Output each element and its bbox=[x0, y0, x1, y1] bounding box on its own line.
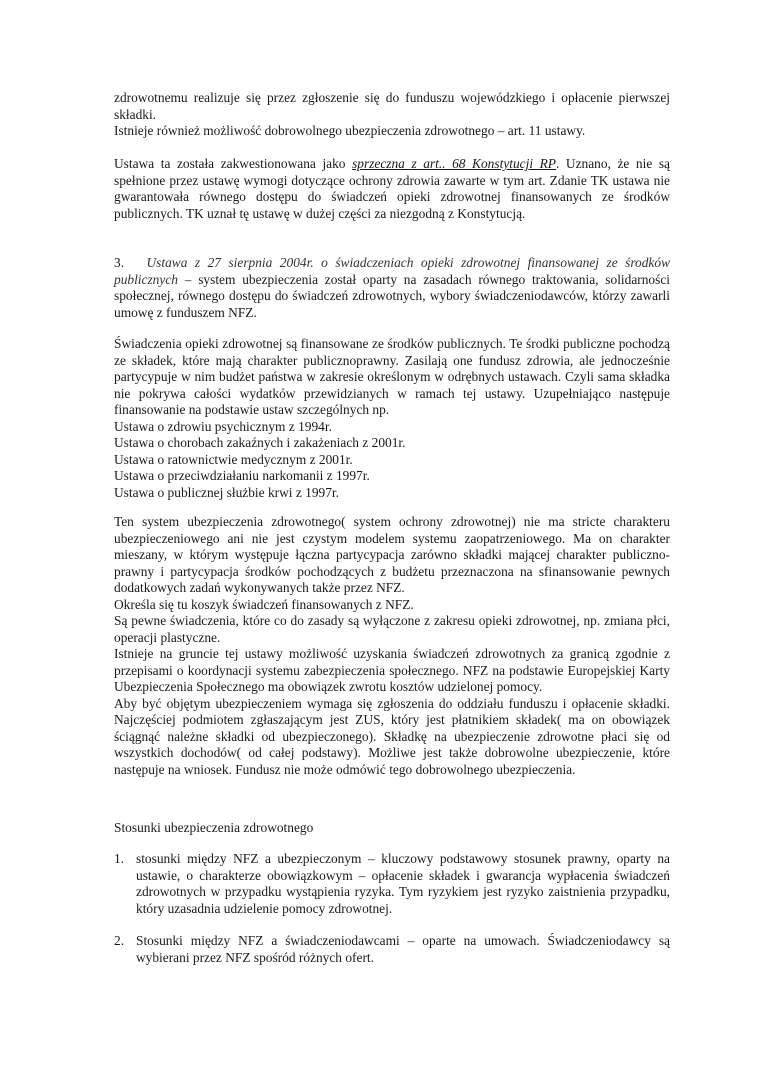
list-item-text: Stosunki między NFZ a świadczeniodawcami – oparte na umowach. Świadczeniodawcy są wybierani przez NFZ spośród różnych ofert. bbox=[136, 933, 670, 965]
list-number: 2. bbox=[114, 933, 125, 948]
law-item: Ustawa o zdrowiu psychicznym z 1994r. bbox=[114, 418, 332, 434]
registration-paragraph: Aby być objętym ubezpieczeniem wymaga się zgłoszenia do oddziału funduszu i opłacenie składki. Najczęściej podmiotem zgłaszającym jest ZUS, który jest płatnikiem składek( ma on obowiązek ściągnąć należne składki od ubezpieczonego). Składkę na ubezpieczenie zdrowotne płaci się od wszystkich dochodów( od całej podstawy). Możliwe jest także dobrowolne ubezpieczenie, które następuje na wniosek. Fundusz nie może odmówić tego dobrowolnego ubezpieczenia. bbox=[114, 695, 670, 777]
law-item: Ustawa o przeciwdziałaniu narkomanii z 1997r. bbox=[114, 468, 370, 483]
section-3-number: 3. bbox=[114, 255, 125, 270]
intro-block bbox=[114, 90, 670, 140]
relations-heading-block bbox=[114, 820, 670, 837]
section-3-title: Ustawa z 27 sierpnia 2004r. o świadczeniach opieki zdrowotnej finansowanej ze środków publicznych bbox=[114, 255, 671, 287]
exclusions-paragraph: Są pewne świadczenia, które co do zasady są wyłączone z zakresu opieki zdrowotnej, np. zmiana płci, operacji plastyczne. bbox=[114, 613, 670, 645]
basket-paragraph: Określa się tu koszyk świadczeń finansowanych z NFZ. bbox=[114, 596, 414, 612]
law-item: Ustawa o ratownictwie medycznym z 2001r. bbox=[114, 451, 353, 467]
relations-list-item bbox=[114, 851, 670, 917]
relations-heading: Stosunki ubezpieczenia zdrowotnego bbox=[114, 820, 314, 835]
financing-block bbox=[114, 336, 670, 501]
voluntary-insurance-paragraph: Istnieje również możliwość dobrowolnego ubezpieczenia zdrowotnego – art. 11 ustawy. bbox=[114, 123, 586, 138]
system-block bbox=[114, 514, 670, 778]
section-3 bbox=[114, 255, 670, 321]
constitution-link[interactable]: sprzeczna z art.. 68 Konstytucji RP bbox=[352, 156, 556, 171]
abroad-paragraph: Istnieje na gruncie tej ustawy możliwość uzyskania świadczeń zdrowotnych za granicą zgodnie z przepisami o koordynacji systemu zabezpieczenia społecznego. NFZ na podstawie Europejskiej Karty Ubezpieczenia Społecznego ma obowiązek zwrotu kosztów udzielonej pomocy. bbox=[114, 646, 670, 694]
system-paragraph: Ten system ubezpieczenia zdrowotnego( system ochrony zdrowotnej) nie ma stricte charakteru ubezpieczeniowego ani nie jest czystym modelem systemu zaopatrzeniowego. Ma on charakter mieszany, w którym występuje łączna partycypacja zarówno składki mającej charakter publiczno-prawny i partycypacja środków pochodzących z budżetu przeznaczona na sfinansowanie pewnych dodatkowych zadań wykonywanych także przez NFZ. bbox=[114, 514, 670, 595]
intro-paragraph: zdrowotnemu realizuje się przez zgłoszenie się do funduszu wojewódzkiego i opłacenie pierwszej składki. bbox=[114, 90, 670, 122]
tk-paragraph: Ustawa ta została zakwestionowana jako sprzeczna z art.. 68 Konstytucji RP. Uznano, że nie są spełnione przez ustawę wymogi dotyczące ochrony zdrowia zawarte w tym art. Zdanie TK ustawa nie gwarantowała równego dostępu do świadczeń opieki zdrowotnej finansowanych ze środków publicznych. TK uznał tę ustawę w dużej części za niezgodną z Konstytucją. bbox=[114, 156, 670, 221]
financing-paragraph: Świadczenia opieki zdrowotnej są finansowane ze środków publicznych. Te środki publiczne pochodzą ze składek, które mają charakter publicznoprawny. Zasilają one fundusz zdrowia, ale jednocześnie partycypuje w nim budżet państwa w zakresie określonym w odrębnych ustawach. Czyli sama składka nie pokrywa całości wydatków przewidzianych w ramach tej ustawy. Uzupełniająco następuje finansowanie na podstawie ustaw szczególnych np. bbox=[114, 336, 670, 417]
relations-list-item bbox=[114, 933, 670, 966]
tk-block bbox=[114, 156, 670, 222]
law-item: Ustawa o chorobach zakaźnych i zakażeniach z 2001r. bbox=[114, 435, 406, 450]
list-item-text: stosunki między NFZ a ubezpieczonym – kluczowy podstawowy stosunek prawny, oparty na ustawie, o charakterze obowiązkowym – opłacenie składek i gwarancja wypłacenia świadczeń zdrowotnych w przypadku wystąpienia ryzyka. Tym ryzykiem jest ryzyko zaistnienia przypadku, który uzasadnia udzielenie pomocy zdrowotnej. bbox=[136, 851, 670, 916]
law-item: Ustawa o publicznej służbie krwi z 1997r. bbox=[114, 484, 339, 500]
list-number: 1. bbox=[114, 851, 125, 866]
section-3-paragraph: 3. Ustawa z 27 sierpnia 2004r. o świadczeniach opieki zdrowotnej finansowanej ze środków publicznych – system ubezpieczenia został oparty na zasadach równego traktowania, solidarności społecznej, równego dostępu do świadczeń zdrowotnych, wybory świadczeniodawców, którzy zawarli umowę z funduszem NFZ. bbox=[114, 255, 671, 320]
